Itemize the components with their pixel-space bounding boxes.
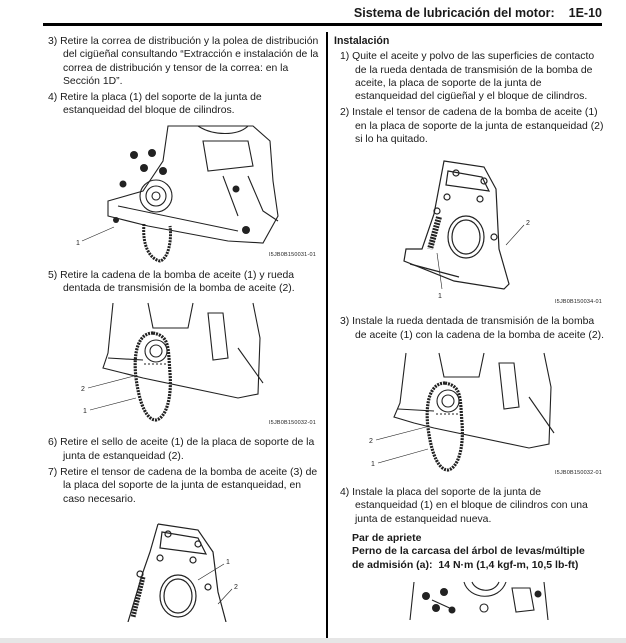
callout-2: 2 [526,220,530,228]
callout-2: 2 [369,437,373,445]
figure-caption: I5JB0B150034-01 [554,299,602,306]
column-divider [326,32,328,638]
callout-1: 1 [226,558,230,566]
seal-plate-illustration [48,512,320,622]
header-rule [43,23,602,26]
oil-pump-chain-illustration [48,298,320,430]
step-1-install: 1) Quite el aceite y polvo de las superficies de contacto de la rueda dentada de transmisión de la bomba de aceite, la placa de soporte de la junta de estanqueidad del cigüeñal y el bloque de cilindros. [340,51,595,103]
left-column [48,35,320,622]
engine-block-partial-illustration [334,580,606,620]
viewer-bottom-edge [0,638,626,643]
page-header [354,6,602,20]
section-number: 1E-10 [568,6,602,20]
figure-caption: I5JB0B150031-01 [268,252,316,259]
figure-seal-plate [48,512,320,622]
step-2-install: 2) Instale el tensor de cadena de la bomba de aceite (1) en la placa de soporte de la junta de estanqueidad (2) si lo ha quitado. [340,107,604,146]
step-3-remove: 3) Retire la correa de distribución y la polea de distribución del cigüeñal consultando “Extracción e instalación de la correa de distribución y tensor de la correa: en la Sección 1D”. [48,36,319,87]
torque-title: Par de apriete [352,531,422,544]
torque-line-2: de admisión (a): 14 N·m (1,4 kgf-m, 10,5 lb-ft) [352,558,579,571]
right-column [334,35,606,620]
figure-engine-top-partial [334,580,606,620]
figure-caption: I5JB0B150032-01 [554,469,602,476]
figure-caption: I5JB0B150032-01 [268,420,316,427]
tensor-plate-illustration [334,149,606,309]
figure-oil-pump-chain [48,298,320,430]
engine-block-plate-illustration [48,121,320,263]
callout-1: 1 [83,408,87,416]
figure-install-chain [334,345,606,480]
installation-heading: Instalación [334,35,390,47]
step-3-install: 3) Instale la rueda dentada de transmisión de la bomba de aceite (1) con la cadena de la bomba de aceite (2). [340,316,604,341]
callout-2: 2 [234,583,238,591]
torque-line-1: Perno de la carcasa del árbol de levas/múltiple [352,545,585,558]
header-title: Sistema de lubricación del motor: [353,6,555,20]
torque-spec [352,532,606,573]
figure-engine-plate [48,121,320,263]
callout-1: 1 [76,239,80,247]
step-4-remove: 4) Retire la placa (1) del soporte de la junta de estanqueidad del bloque de cilindros. [48,92,262,117]
figure-tensor-plate [334,149,606,309]
callout-1: 1 [371,460,375,468]
step-5-remove: 5) Retire la cadena de la bomba de aceite (1) y rueda dentada de transmisión de la bomba de aceite (2). [48,269,295,295]
install-chain-illustration [334,345,606,480]
step-7-remove: 7) Retire el tensor de cadena de la bomba de aceite (3) de la placa del soporte de la junta de estanqueidad, en caso necesario. [48,466,318,505]
callout-1: 1 [438,293,442,301]
step-6-remove: 6) Retire el sello de aceite (1) de la placa de soporte de la junta de estanqueidad (2). [48,437,315,462]
step-4-install: 4) Instale la placa del soporte de la junta de estanqueidad (1) en el bloque de cilindros con una junta de estanqueidad nueva. [340,486,588,525]
callout-2: 2 [81,386,85,394]
